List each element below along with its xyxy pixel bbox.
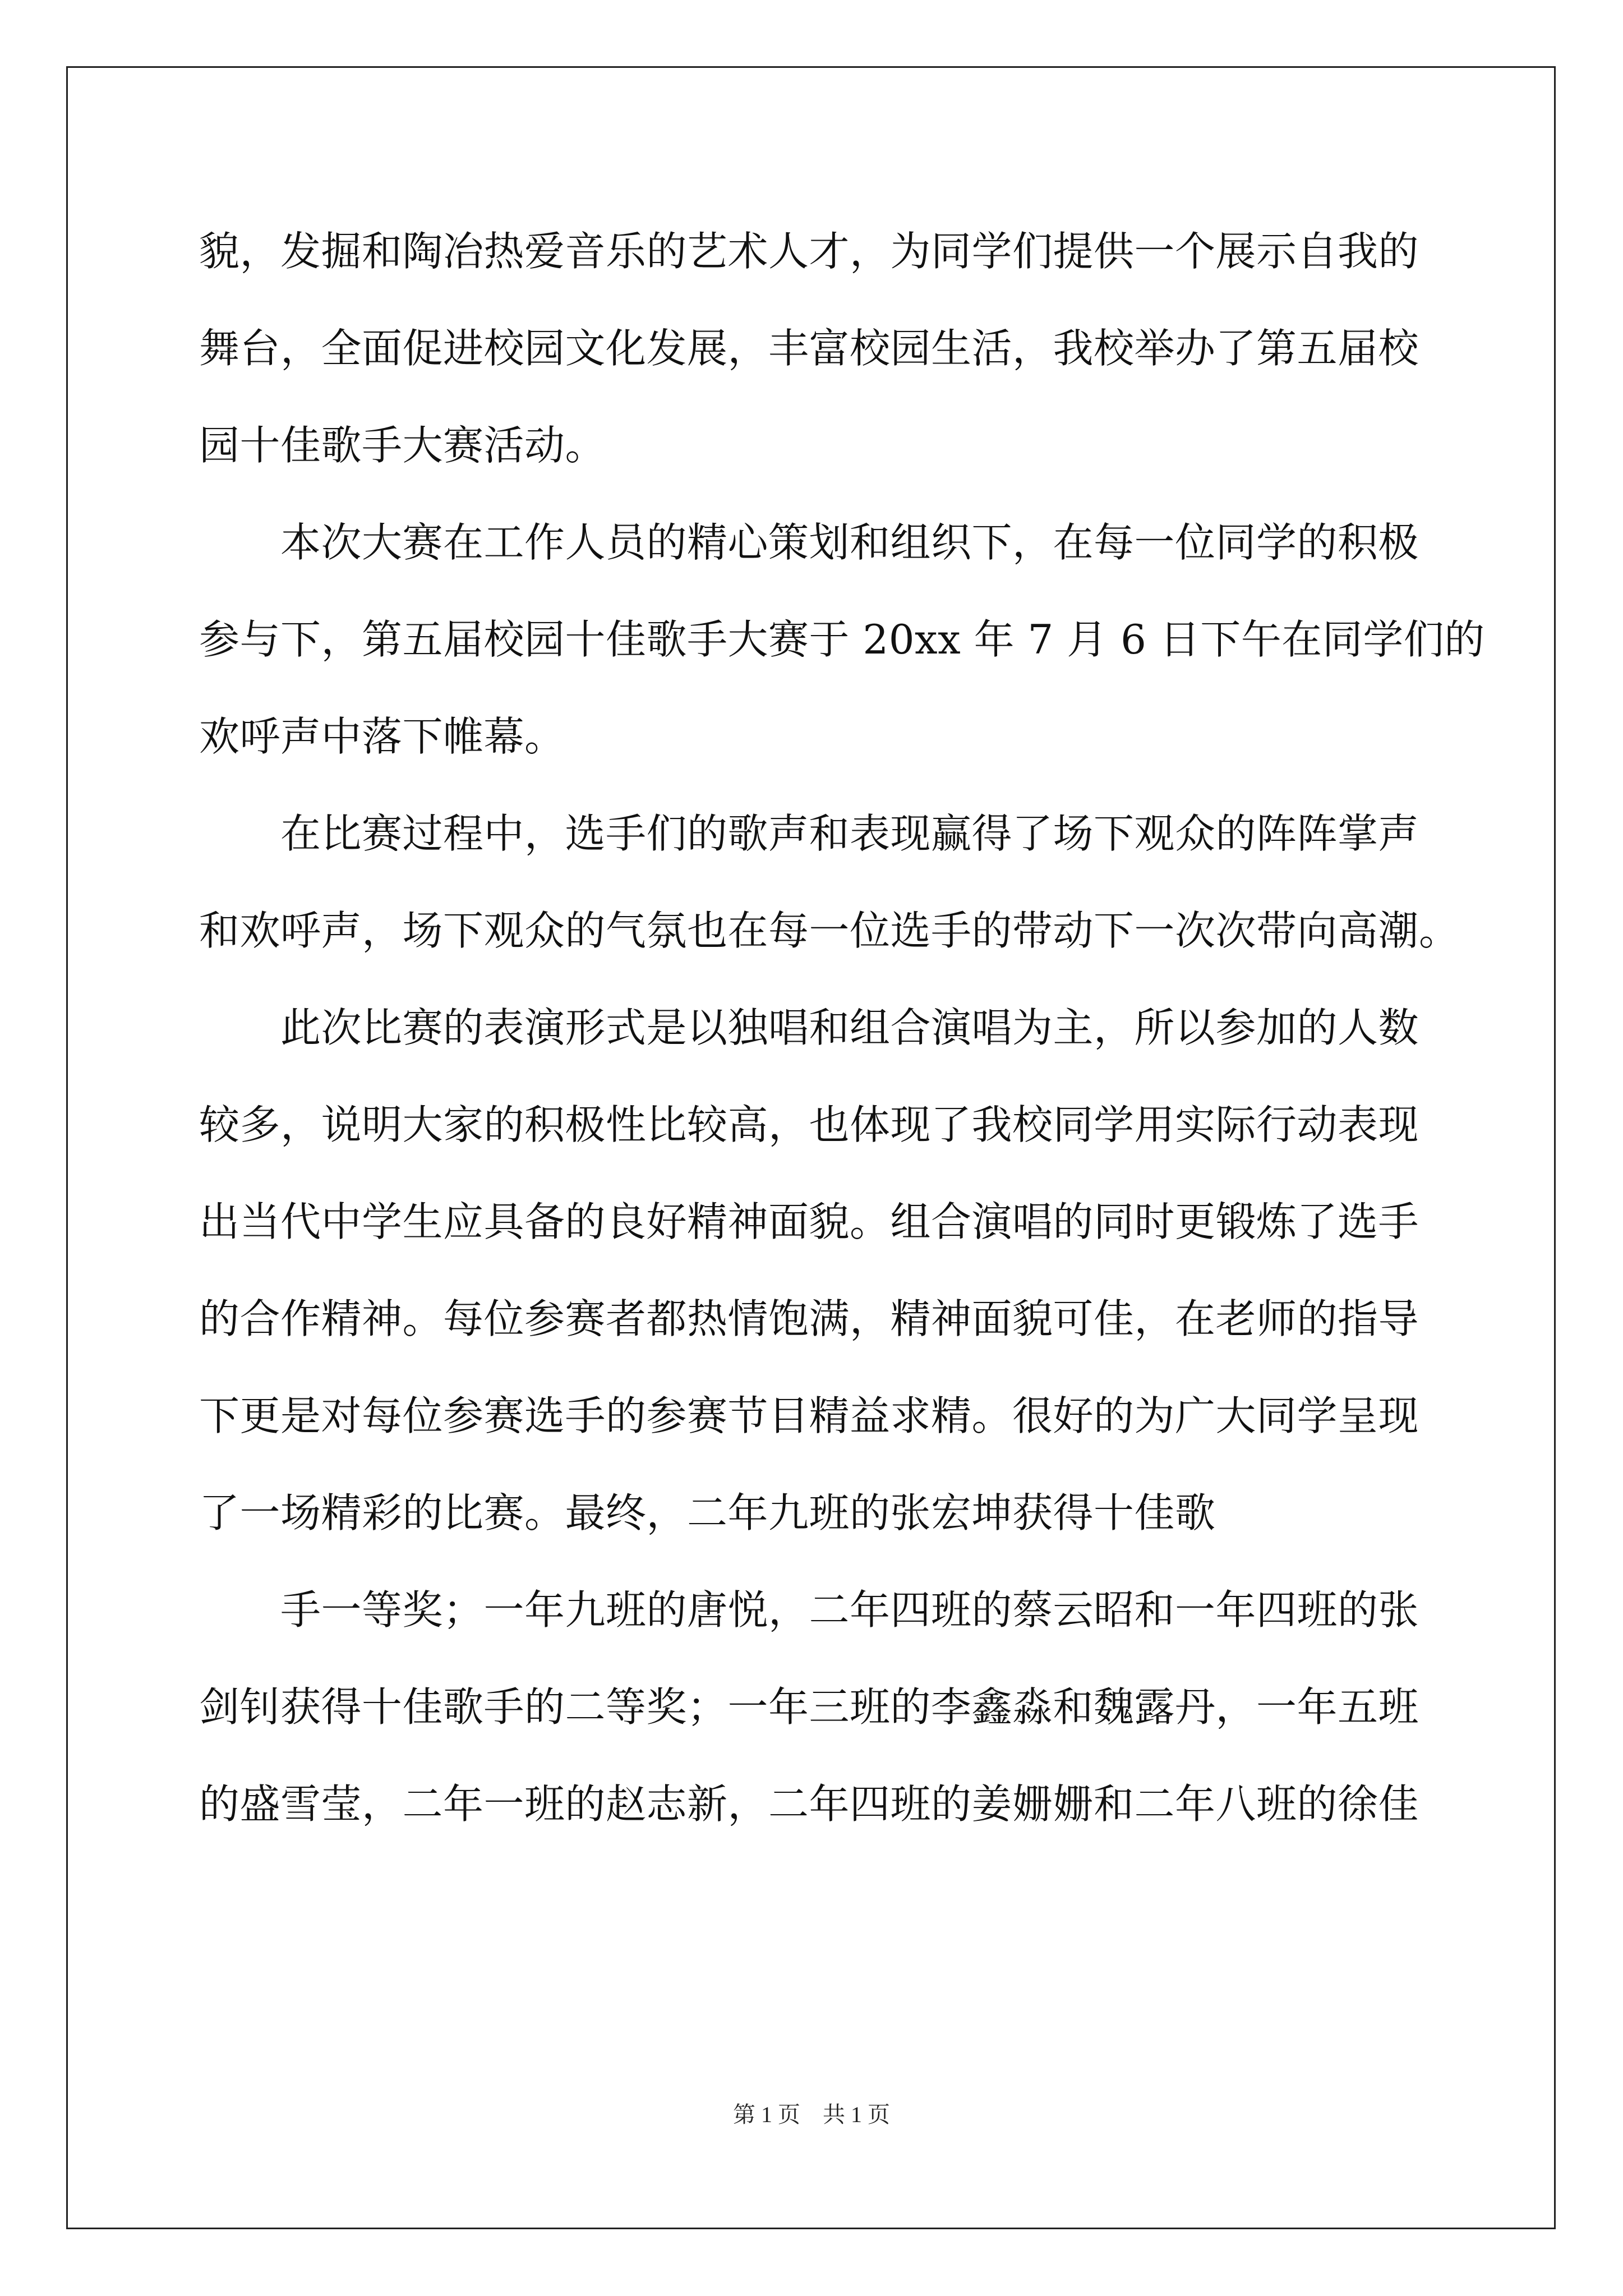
page-number-footer: 第 1 页 共 1 页: [733, 2102, 890, 2127]
text-line: 了一场精彩的比赛。最终，二年九班的张宏坤获得十佳歌: [199, 1489, 1216, 1536]
text-line: 此次比赛的表演形式是以独唱和组合演唱为主，所以参加的人数: [199, 1004, 1419, 1051]
text-line: 本次大赛在工作人员的精心策划和组织下，在每一位同学的积极: [199, 519, 1419, 566]
text-line: 欢呼声中落下帷幕。: [199, 713, 565, 760]
text-line: 和欢呼声，场下观众的气氛也在每一位选手的带动下一次次带向高潮。: [199, 907, 1460, 954]
text-line: 的盛雪莹，二年一班的赵志新，二年四班的姜姗姗和二年八班的徐佳: [199, 1780, 1419, 1828]
text-line: 参与下，第五届校园十佳歌手大赛于 20xx 年 7 月 6 日下午在同学们的: [199, 616, 1485, 663]
text-line: 貌，发掘和陶冶热爱音乐的艺术人才，为同学们提供一个展示自我的: [199, 228, 1419, 275]
text-line: 手一等奖；一年九班的唐悦，二年四班的蔡云昭和一年四班的张: [199, 1586, 1419, 1634]
text-line: 剑钊获得十佳歌手的二等奖；一年三班的李鑫淼和魏露丹，一年五班: [199, 1683, 1419, 1731]
text-line: 下更是对每位参赛选手的参赛节目精益求精。很好的为广大同学呈现: [199, 1392, 1419, 1439]
text-line: 的合作精神。每位参赛者都热情饱满，精神面貌可佳，在老师的指导: [199, 1295, 1419, 1342]
text-line: 舞台，全面促进校园文化发展，丰富校园生活，我校举办了第五届校: [199, 325, 1419, 372]
text-line: 较多，说明大家的积极性比较高，也体现了我校同学用实际行动表现: [199, 1101, 1419, 1148]
text-line: 出当代中学生应具备的良好精神面貌。组合演唱的同时更锻炼了选手: [199, 1198, 1419, 1245]
text-line: 在比赛过程中，选手们的歌声和表现赢得了场下观众的阵阵掌声: [199, 810, 1419, 857]
text-line: 园十佳歌手大赛活动。: [199, 422, 606, 469]
